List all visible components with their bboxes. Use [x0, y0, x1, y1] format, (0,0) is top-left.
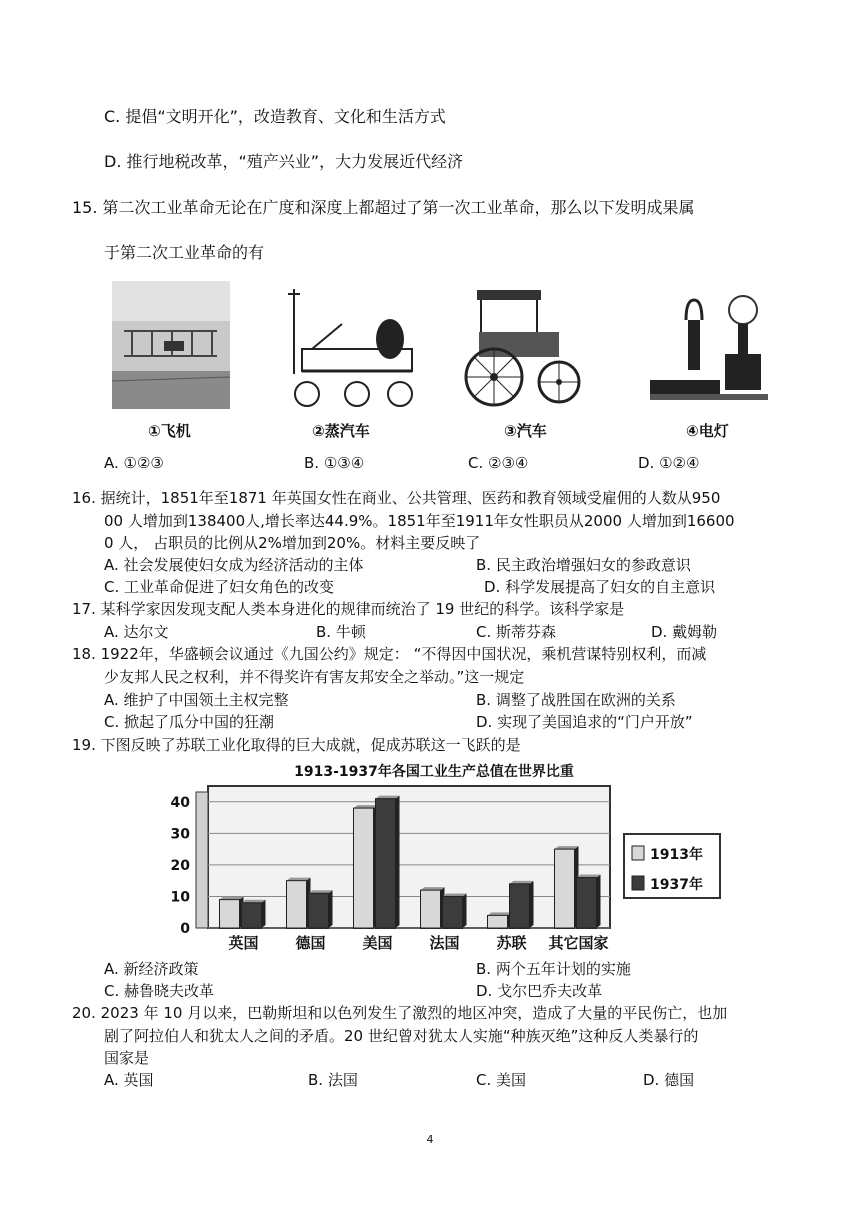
legend-label: 1937年	[650, 877, 703, 893]
bar-1937年-德国	[309, 893, 329, 928]
bar-1937年-英国	[242, 903, 262, 928]
q14-option-d: D. 推行地税改革，“殖产兴业”，大力发展近代经济	[104, 152, 464, 171]
electric-lamp-drawing	[650, 290, 768, 412]
q15-stem-line2: 于第二次工业革命的有	[104, 243, 265, 262]
q20-stem-line2: 剧了阿拉伯人和犹太人之间的矛盾。20 世纪曾对犹太人实施“种族灭绝”这种反人类暴行的	[104, 1027, 699, 1045]
industrial-output-chart	[168, 758, 728, 962]
q16-stem-line3: 0 人， 占职员的比例从2%增加到20%。材料主要反映了	[104, 534, 481, 552]
q16-stem-line1: 16. 据统计，1851年至1871 年英国女性在商业、公共管理、医药和教育领域受雇佣的人数从950	[72, 489, 721, 507]
x-category-label: 其它国家	[548, 934, 609, 952]
x-category-label: 英国	[228, 934, 259, 952]
caption-steam-car: ②蒸汽车	[312, 422, 370, 440]
q18-stem-line1: 18. 1922年，华盛顿会议通过《九国公约》规定： “不得因中国状况，乘机营谋特别权利，而减	[72, 645, 707, 663]
steam-car-drawing	[282, 284, 422, 414]
plot-frame	[208, 786, 610, 928]
q17-stem: 17. 某科学家因发现支配人类本身进化的规律而统治了 19 世纪的科学。该科学家是	[72, 600, 625, 618]
y-tick-label: 40	[170, 794, 190, 811]
legend-swatch	[632, 846, 644, 860]
bar-side	[262, 900, 266, 928]
q16-option-c: C. 工业革命促进了妇女角色的改变	[104, 578, 335, 596]
bar-1913年-美国	[354, 808, 374, 928]
q18-option-d: D. 实现了美国追求的“门户开放”	[476, 713, 693, 731]
bar-1913年-法国	[421, 890, 441, 928]
legend-swatch	[632, 876, 644, 890]
bar-1937年-美国	[376, 799, 396, 928]
q17-option-d: D. 戴姆勒	[651, 623, 718, 641]
bar-side	[530, 881, 534, 928]
q15-stem-line1: 15. 第二次工业革命无论在广度和深度上都超过了第一次工业革命，那么以下发明成果属	[72, 198, 695, 217]
bar-side	[396, 796, 400, 928]
bar-1937年-其它国家	[577, 878, 597, 928]
q19-option-d: D. 戈尔巴乔夫改革	[476, 982, 603, 1000]
axis-wall	[196, 792, 208, 928]
q16-stem-line2: 00 人增加到138400人,增长率达44.9%。1851年至1911年女性职员从2000 人增加到16600	[104, 512, 735, 530]
legend-label: 1913年	[650, 847, 703, 863]
bar-1913年-英国	[220, 900, 240, 928]
caption-airplane: ①飞机	[148, 422, 191, 440]
q18-option-a: A. 维护了中国领土主权完整	[104, 691, 289, 709]
q20-option-d: D. 德国	[643, 1071, 695, 1089]
x-category-label: 德国	[295, 934, 326, 952]
q15-option-a: A. ①②③	[104, 454, 164, 472]
y-tick-label: 0	[180, 921, 190, 937]
q19-option-b: B. 两个五年计划的实施	[476, 960, 631, 978]
caption-electric-lamp: ④电灯	[686, 422, 729, 440]
caption-automobile: ③汽车	[504, 422, 547, 440]
chart-title: 1913-1937年各国工业生产总值在世界比重	[294, 764, 574, 780]
q15-option-d: D. ①②④	[638, 454, 700, 472]
y-tick-label: 20	[170, 857, 190, 874]
page-number: 4	[426, 1133, 434, 1146]
bar-side	[463, 893, 467, 928]
q17-option-c: C. 斯蒂芬森	[476, 623, 557, 641]
q16-option-d: D. 科学发展提高了妇女的自主意识	[484, 578, 716, 596]
bar-side	[597, 875, 601, 928]
x-category-label: 法国	[429, 934, 460, 952]
q16-option-b: B. 民主政治增强妇女的参政意识	[476, 556, 691, 574]
bar-1913年-苏联	[488, 915, 508, 928]
airplane-photo	[112, 281, 230, 413]
q15-option-b: B. ①③④	[304, 454, 365, 472]
q14-option-c: C. 提倡“文明开化”，改造教育、文化和生活方式	[104, 107, 446, 126]
q19-option-c: C. 赫鲁晓夫改革	[104, 982, 215, 1000]
bar-1913年-其它国家	[555, 849, 575, 928]
q18-option-b: B. 调整了战胜国在欧洲的关系	[476, 691, 676, 709]
bar-1913年-德国	[287, 881, 307, 928]
q17-option-b: B. 牛顿	[316, 623, 366, 641]
automobile-drawing	[459, 282, 585, 414]
q15-option-c: C. ②③④	[468, 454, 529, 472]
q20-stem-line1: 20. 2023 年 10 月以来，巴勒斯坦和以色列发生了激烈的地区冲突，造成了大量的平民伤亡，也加	[72, 1004, 728, 1022]
q18-option-c: C. 掀起了瓜分中国的狂潮	[104, 713, 275, 731]
q16-option-a: A. 社会发展使妇女成为经济活动的主体	[104, 556, 364, 574]
q18-stem-line2: 少友邦人民之权利，并不得奖许有害友邦安全之举动。”这一规定	[104, 668, 525, 686]
y-tick-label: 30	[170, 826, 190, 843]
bar-1937年-苏联	[510, 884, 530, 928]
q20-option-b: B. 法国	[308, 1071, 358, 1089]
q20-stem-line3: 国家是	[104, 1049, 150, 1067]
q19-option-a: A. 新经济政策	[104, 960, 199, 978]
bar-side	[329, 890, 333, 928]
q17-option-a: A. 达尔文	[104, 623, 169, 641]
bar-1937年-法国	[443, 896, 463, 928]
x-category-label: 美国	[362, 934, 393, 952]
x-category-label: 苏联	[496, 934, 527, 952]
y-tick-label: 10	[170, 889, 190, 906]
q20-option-a: A. 英国	[104, 1071, 154, 1089]
q19-stem: 19. 下图反映了苏联工业化取得的巨大成就，促成苏联这一飞跃的是	[72, 736, 521, 754]
q20-option-c: C. 美国	[476, 1071, 527, 1089]
